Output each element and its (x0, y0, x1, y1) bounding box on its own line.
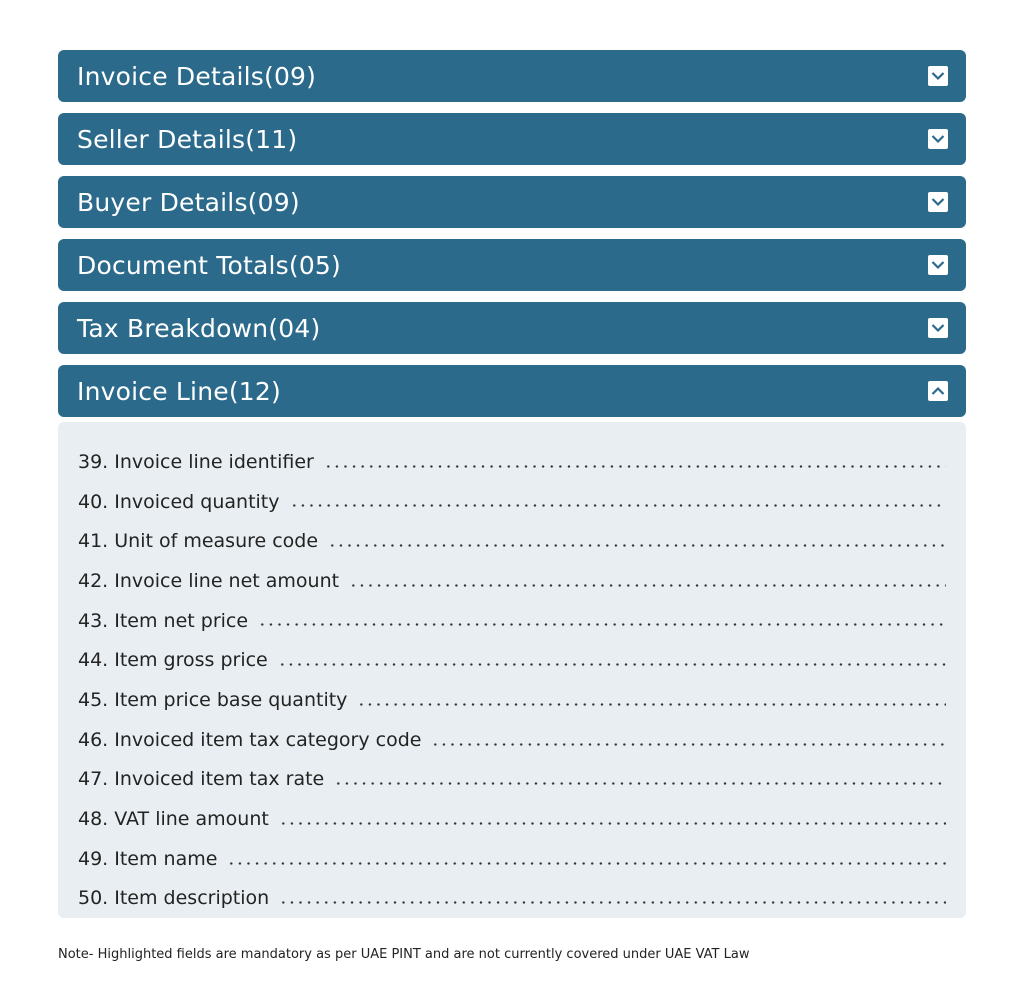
field-label: 39. Invoice line identifier (78, 450, 314, 473)
field-label: 46. Invoiced item tax category code (78, 728, 422, 751)
field-label: 50. Item description (78, 887, 270, 910)
section-title: Invoice Line(12) (77, 376, 281, 406)
list-item (78, 632, 946, 672)
dot-leader (278, 663, 946, 666)
list-item (78, 553, 946, 593)
field-label: 42. Invoice line net amount (78, 569, 340, 592)
list-item (78, 434, 946, 474)
dot-leader (357, 703, 946, 706)
chevron-down-icon[interactable] (928, 129, 948, 149)
field-label: 48. VAT line amount (78, 808, 269, 831)
field-label: 44. Item gross price (78, 649, 268, 672)
list-item (78, 513, 946, 553)
field-label: 47. Invoiced item tax rate (78, 768, 325, 791)
dot-leader (431, 743, 946, 746)
list-item (78, 474, 946, 514)
accordion (58, 50, 966, 918)
section-header-invoice-details[interactable] (58, 50, 966, 102)
field-label: 41. Unit of measure code (78, 530, 319, 553)
dot-leader (279, 822, 946, 825)
section-header-document-totals[interactable] (58, 239, 966, 291)
section-title: Invoice Details(09) (77, 61, 317, 91)
chevron-down-icon[interactable] (928, 66, 948, 86)
section-title: Document Totals(05) (77, 250, 341, 280)
chevron-down-icon[interactable] (928, 318, 948, 338)
list-item (78, 752, 946, 792)
list-item (78, 871, 946, 911)
list-item (78, 593, 946, 633)
chevron-down-icon[interactable] (928, 192, 948, 212)
footnote: Note- Highlighted fields are mandatory as per UAE PINT and are not currently covered under UAE VAT Law (58, 947, 750, 962)
dot-leader (328, 544, 946, 547)
chevron-down-icon[interactable] (928, 255, 948, 275)
dot-leader (290, 504, 947, 507)
section-title: Tax Breakdown(04) (77, 313, 321, 343)
section-header-tax-breakdown[interactable] (58, 302, 966, 354)
dot-leader (349, 584, 946, 587)
chevron-up-icon[interactable] (928, 381, 948, 401)
dot-leader (334, 782, 946, 785)
dot-leader (279, 901, 946, 904)
field-label: 43. Item net price (78, 609, 249, 632)
field-label: 45. Item price base quantity (78, 689, 348, 712)
section-header-buyer-details[interactable] (58, 176, 966, 228)
dot-leader (258, 623, 946, 626)
section-title: Buyer Details(09) (77, 187, 300, 217)
list-item (78, 831, 946, 871)
list-item (78, 791, 946, 831)
dot-leader (227, 862, 946, 865)
field-label: 40. Invoiced quantity (78, 490, 280, 513)
section-header-invoice-line[interactable] (58, 365, 966, 417)
invoice-line-panel (58, 422, 966, 918)
field-label: 49. Item name (78, 847, 218, 870)
list-item (78, 712, 946, 752)
section-header-seller-details[interactable] (58, 113, 966, 165)
section-title: Seller Details(11) (77, 124, 298, 154)
dot-leader (324, 465, 946, 468)
list-item (78, 672, 946, 712)
